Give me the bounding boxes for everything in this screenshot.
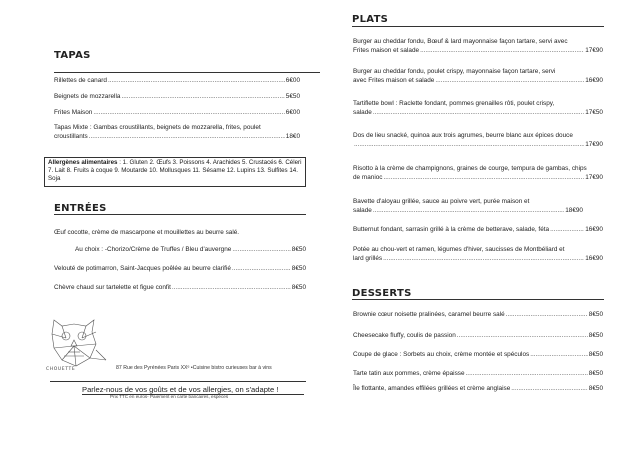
plat-item-5: Risotto à la crème de champignons, graines de courge, tempura de gambas, chips de manioc ..... 17€90 (353, 165, 603, 182)
entrees-rule (54, 214, 306, 215)
plat-item-7: Butternut fondant, sarrasin grillé à la crème de betterave, salade, féta ..... 16€90 (353, 226, 603, 235)
plat-item-6: Bavette d'aloyau grillée, sauce au poivre vert, purée maison et salade ..... 18€90 (353, 198, 583, 215)
tapas-item-2: Beignets de mozzarella ..... 5€50 (54, 93, 300, 102)
allergy-tagline: Parlez-nous de vos goûts et de vos allergies, on s'adapte ! (82, 385, 279, 394)
tapas-title: TAPAS (54, 50, 91, 61)
svg-text:CHOUETTE: CHOUETTE (46, 367, 76, 372)
owl-logo (40, 316, 110, 372)
tapas-item-1: Rillettes de canard ..... 6€00 (54, 77, 300, 86)
plat-item-3: Tartiflette bowl : Raclette fondant, pommes grenailles rôti, poulet crispy, salade ..... 17€50 (353, 100, 603, 117)
desserts-title: DESSERTS (352, 288, 412, 299)
entree-item-4: Chèvre chaud sur tartelette et figue confit ..... 8€50 (54, 284, 306, 293)
dessert-item-4: Tarte tatin aux pommes, crème épaisse ..... 8€50 (353, 370, 603, 379)
entree-item-2: Au choix : -Chorizo/Crème de Truffes / Bleu d'auvergne ..... 8€50 (75, 246, 306, 255)
footer-rule (50, 381, 306, 382)
plat-item-8: Potée au chou-vert et ramen, légumes d'hiver, saucisses de Montbéliard et lard grillés ..... 16€90 (353, 246, 603, 263)
allergens-box (44, 157, 306, 187)
dessert-item-3: Coupe de glace : Sorbets au choix, crème montée et spéculos ..... 8€50 (353, 351, 603, 360)
payment-note: Prix TTC en euros- Paiement en carte bancaires, espèces (110, 394, 229, 399)
plat-item-2: Burger au cheddar fondu, poulet crispy, mayonnaise façon tartare, servi avec Frites maison et salade ..... 16€90 (353, 68, 603, 85)
tapas-item-4: Tapas Mixte : Gambas croustillants, beignets de mozzarella, frites, poulet croustillants ..... 18€0 (54, 124, 300, 141)
address-line: 87 Rue des Pyrénées Paris XXᵉ •Cuisine bistro curieuses bar à vins (116, 365, 272, 371)
entree-item-1: Œuf cocotte, crème de mascarpone et mouillettes au beurre salé. (54, 229, 240, 236)
entrees-title: ENTRÉES (54, 203, 107, 214)
dessert-item-1: Brownie cœur noisette pralinées, caramel beurre salé ..... 8€50 (353, 311, 603, 320)
tapas-rule (54, 72, 320, 73)
plats-title: PLATS (352, 14, 389, 25)
tapas-item-3: Frites Maison ..... 6€00 (54, 109, 300, 118)
plat-item-1: Burger au cheddar fondu, Bœuf & lard mayonnaise façon tartare, servi avec Frites maison et salade ..... 17€90 (353, 38, 603, 55)
allergens-label: Allergènes alimentaires (48, 159, 118, 166)
plats-rule (352, 26, 604, 27)
allergens-text: : 1. Gluten 2. Œufs 3. Poissons 4. Arachides 5. Crustacés 6. Céleri 7. Lait 8. Fruits à coque 9. Moutarde 10. Mollusques 11. Sésame 12. Lupins 13. Sulfites 14. Soja (48, 159, 302, 182)
dessert-item-2: Cheesecake fluffy, coulis de passion ..... 8€50 (353, 332, 603, 341)
entree-item-3: Velouté de potimarron, Saint-Jacques poêlée au beurre clarifié ..... 8€50 (54, 265, 306, 274)
plat-item-4: Dos de lieu snacké, quinoa aux trois agrumes, beurre blanc aux épices douce ..... 17€90 (353, 132, 603, 149)
desserts-rule (352, 299, 604, 300)
dessert-item-5: Île flottante, amandes effilées grillées et crème anglaise ..... 8€50 (353, 385, 603, 394)
